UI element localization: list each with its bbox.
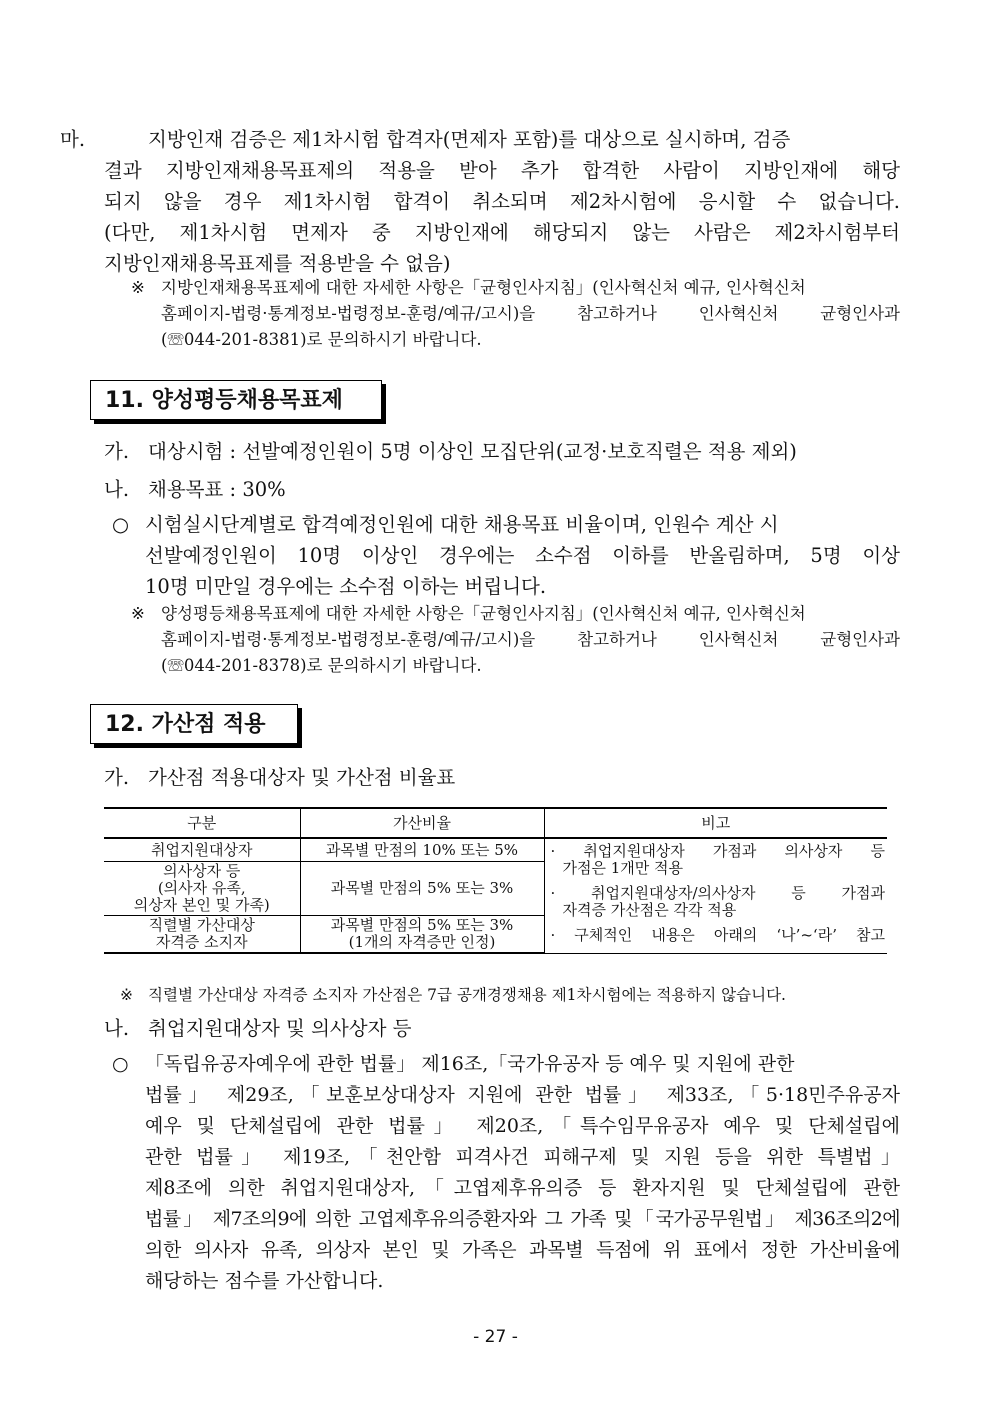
bullet-circle: ○ [112,513,130,536]
row-3-category [104,916,300,954]
section-12-bullet-line-6: 법률」 제7조의9에 의한 고엽제후유의증환자와 그 가족 및「국가공무원법」 제36조의2에 [145,1208,900,1230]
row-3-rate-line-2: (1개의 자격증만 인정) [348,933,496,951]
remark-3-line-1: · 구체적인 내용은 아래의 ‘나’~‘라’ 참고 [550,926,885,944]
row-1-category: 취업지원대상자 [104,838,300,862]
section-11-note [131,601,900,679]
section-ma-line-2: 결과 지방인재채용목표제의 적용을 받아 추가 합격한 사람이 지방인재에 해당 [104,159,900,182]
section-ma-line-5: 지방인재채용목표제를 적용받을 수 없음) [104,252,451,275]
section-12-bullet-line-5: 제8조에 의한 취업지원대상자,「고엽제후유의증 등 환자지원 및 단체설립에 관한 [145,1177,900,1199]
section-ma-note-line-1: 지방인재채용목표제에 대한 자세한 사항은「균형인사지침」(인사혁신처 예규, 인사혁신처 [161,278,806,297]
section-12-bullet-line-1: 「독립유공자예우에 관한 법률」 제16조,「국가유공자 등 예우 및 지원에 관한 [145,1053,795,1075]
section-11-na-label: 나. [104,478,130,501]
page-number: - 27 - [473,1327,518,1347]
table-note-text: 직렬별 가산대상 자격증 소지자 가산점은 7급 공개경쟁채용 제1차시험에는 적용하지 않습니다. [148,986,786,1004]
section-ma-note [131,275,900,353]
section-12-ga-label: 가. [104,766,130,789]
remark-3 [551,927,886,944]
section-12-ga [104,762,900,793]
section-11-ga [104,436,900,467]
section-ma-line-4: (다만, 제1차시험 면제자 중 지방인재에 해당되지 않는 사람은 제2차시험부터 [104,221,900,244]
remark-1-line-1: · 취업지원대상자 가점과 의사상자 등 [550,842,885,860]
section-11-note-line-3: (☏044-201-8378)로 문의하시기 바랍니다. [161,656,482,675]
remark-2-line-1: · 취업지원대상자/의사상자 등 가점과 [550,884,885,902]
header-category: 구분 [104,808,300,838]
note-mark: ※ [131,604,145,623]
row-2-category [104,862,300,916]
row-1-rate: 과목별 만점의 10% 또는 5% [300,838,544,862]
remark-1-line-2: 가점은 1개만 적용 [562,859,684,877]
section-11-ga-label: 가. [104,440,130,463]
remark-2-line-2: 자격증 가산점은 각각 적용 [562,901,737,919]
section-11-note-line-1: 양성평등채용목표제에 대한 자세한 사항은「균형인사지침」(인사혁신처 예규, 인사혁신처 [161,604,806,623]
section-11-note-line-2: 홈페이지-법령·통계정보-법령정보-훈령/예규/고시)을 참고하거나 인사혁신처 균형인사과 [161,630,900,649]
section-11-bullet-line-1: 시험실시단계별로 합격예정인원에 대한 채용목표 비율이며, 인원수 계산 시 [145,513,779,536]
section-11-bullet-line-2: 선발예정인원이 10명 이상인 경우에는 소수점 이하를 반올림하며, 5명 이상 [145,544,900,567]
table-header-row [104,808,887,838]
table-note [120,982,900,1008]
section-12-na-text: 취업지원대상자 및 의사상자 등 [148,1017,412,1040]
bullet-circle: ○ [112,1053,129,1075]
section-11-na-text: 채용목표 : 30% [148,478,286,501]
section-ma-note-line-3: (☏044-201-8381)로 문의하시기 바랍니다. [161,330,482,349]
remark-1 [551,843,886,877]
section-12-na-label: 나. [104,1017,130,1040]
section-12-bullet-paragraph [112,1049,900,1297]
note-mark: ※ [120,986,133,1004]
section-12-bullet-line-3: 예우 및 단체설립에 관한 법률」 제20조,「특수임무유공자 예우 및 단체설립에 [145,1115,900,1137]
section-11-na [104,474,900,505]
row-3-rate-line-1: 과목별 만점의 5% 또는 3% [330,916,514,934]
row-3-category-line-1: 직렬별 가산대상 [148,916,255,934]
section-11-heading: 11. 양성평등채용목표제 [90,380,382,420]
section-12-bullet-line-7: 의한 의사자 유족, 의상자 본인 및 가족은 과목별 득점에 위 표에서 정한 가산비율에 [145,1239,900,1261]
table-row [104,838,887,862]
section-12-heading: 12. 가산점 적용 [90,704,298,744]
note-mark: ※ [131,278,145,297]
section-12-bullet-line-8: 해당하는 점수를 가산합니다. [145,1270,384,1292]
remark-cell [544,838,887,953]
row-3-rate [300,916,544,954]
remark-2 [551,885,886,919]
section-12-ga-text: 가산점 적용대상자 및 가산점 비율표 [148,766,456,789]
row-2-category-line-3: 의상자 본인 및 가족) [133,896,270,914]
row-3-category-line-2: 자격증 소지자 [155,933,248,951]
section-12-na [104,1013,900,1044]
section-ma-note-line-2: 홈페이지-법령·통계정보-법령정보-훈령/예규/고시)을 참고하거나 인사혁신처 균형인사과 [161,304,900,323]
section-ma-line-1: 지방인재 검증은 제1차시험 합격자(면제자 포함)를 대상으로 실시하며, 검증 [148,128,791,151]
header-rate: 가산비율 [300,808,544,838]
section-11-bullet-line-3: 10명 미만일 경우에는 소수점 이하는 버립니다. [145,575,547,598]
row-2-category-line-1: 의사상자 등 [163,862,241,880]
row-2-rate: 과목별 만점의 5% 또는 3% [300,862,544,916]
section-12-bullet-line-4: 관한 법률」 제19조,「천안함 피격사건 피해구제 및 지원 등을 위한 특별법」 [145,1146,900,1168]
section-11-ga-text: 대상시험 : 선발예정인원이 5명 이상인 모집단위(교정·보호직렬은 적용 제외) [148,440,797,463]
section-11-bullet-paragraph [112,509,900,602]
row-2-category-line-2: (의사자 유족, [157,879,246,897]
section-ma-paragraph [60,124,900,279]
section-ma-line-3: 되지 않을 경우 제1차시험 합격이 취소되며 제2차시험에 응시할 수 없습니다. [104,190,900,213]
bonus-rate-table [104,807,887,954]
section-ma-label: 마. [60,128,86,151]
header-remark: 비고 [544,808,887,838]
section-12-bullet-line-2: 법률」 제29조,「보훈보상대상자 지원에 관한 법률」 제33조,「5·18민주유공자 [145,1084,900,1106]
